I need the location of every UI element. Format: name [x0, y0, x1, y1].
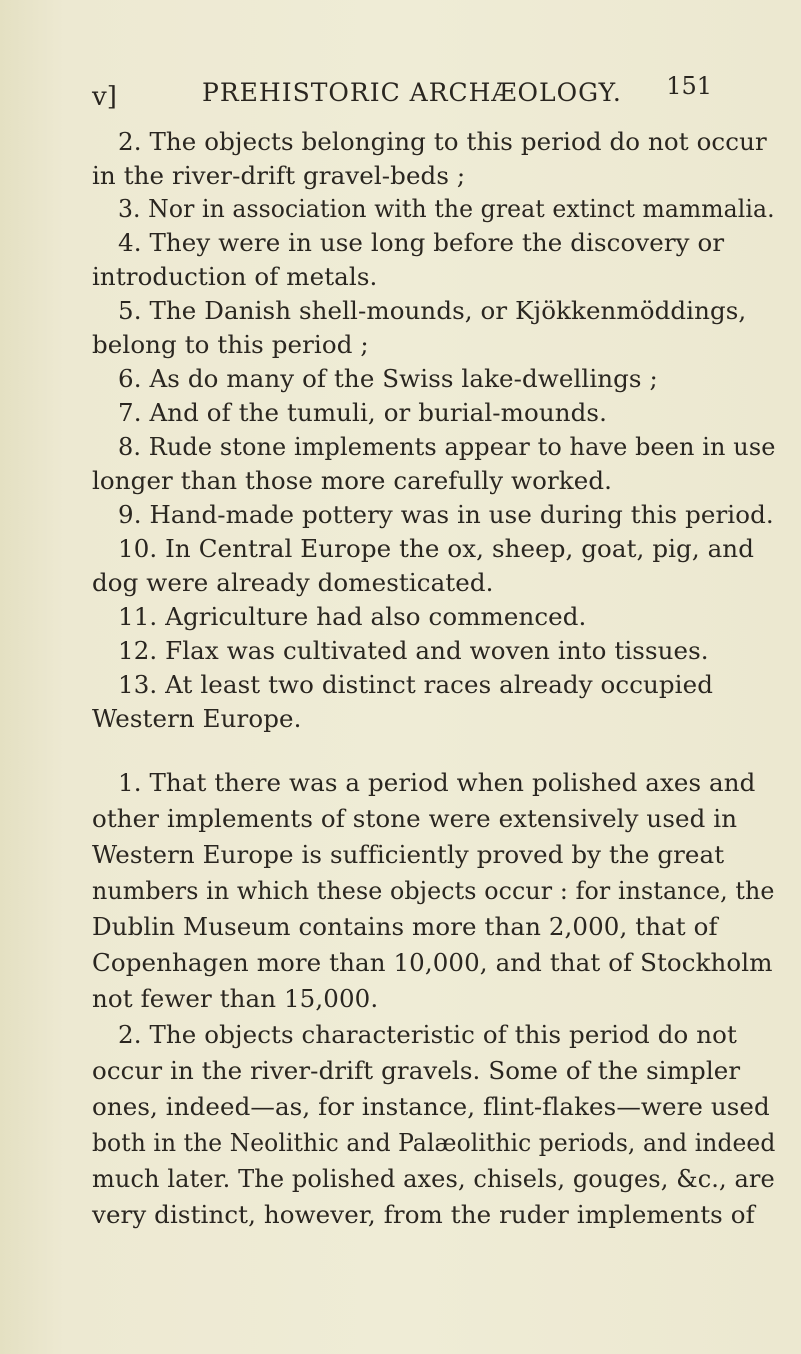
text-line: 5. The Danish shell-mounds, or Kjökkenmöddings,: [118, 296, 747, 325]
page-number: 151: [666, 72, 712, 100]
text-line: other implements of stone were extensively used in: [92, 804, 738, 833]
text-line: 9. Hand-made pottery was in use during this period.: [118, 500, 774, 529]
text-line: occur in the river-drift gravels. Some of the simpler: [92, 1056, 741, 1085]
chapter-marker: v]: [92, 82, 117, 112]
text-line: 3. Nor in association with the great extinct mammalia.: [118, 194, 775, 223]
text-line: numbers in which these objects occur : for instance, the: [92, 876, 775, 905]
text-line: Western Europe is sufficiently proved by the great: [92, 840, 725, 869]
text-line: 7. And of the tumuli, or burial-mounds.: [118, 398, 607, 427]
text-line: much later. The polished axes, chisels, gouges, &c., are: [92, 1164, 775, 1193]
text-line: dog were already domesticated.: [92, 568, 494, 597]
text-line: Western Europe.: [92, 704, 302, 733]
text-line: 2. The objects belonging to this period do not occur: [118, 127, 767, 156]
text-line: not fewer than 15,000.: [92, 984, 379, 1013]
text-line: 13. At least two distinct races already occupied: [118, 670, 714, 699]
text-line: longer than those more carefully worked.: [92, 466, 612, 495]
text-line: Copenhagen more than 10,000, and that of Stockholm: [92, 948, 773, 977]
text-line: 11. Agriculture had also commenced.: [118, 602, 587, 631]
text-line: 12. Flax was cultivated and woven into tissues.: [118, 636, 709, 665]
text-line: 2. The objects characteristic of this period do not: [118, 1020, 737, 1049]
text-line: 1. That there was a period when polished axes and: [118, 768, 756, 797]
text-line: introduction of metals.: [92, 262, 378, 291]
text-line: very distinct, however, from the ruder implements of: [92, 1200, 755, 1229]
running-title: PREHISTORIC ARCHÆOLOGY.: [202, 78, 622, 107]
running-header: [92, 72, 712, 118]
text-line: belong to this period ;: [92, 330, 369, 359]
text-line: in the river-drift gravel-beds ;: [92, 161, 466, 190]
text-line: both in the Neolithic and Palæolithic periods, and indeed: [92, 1128, 776, 1157]
text-line: 4. They were in use long before the discovery or: [118, 228, 725, 257]
text-line: ones, indeed—as, for instance, flint-flakes—were used: [92, 1092, 770, 1121]
text-line: Dublin Museum contains more than 2,000, that of: [92, 912, 718, 941]
text-line: 10. In Central Europe the ox, sheep, goat, pig, and: [118, 534, 754, 563]
text-line: 8. Rude stone implements appear to have been in use: [118, 432, 776, 461]
text-line: 6. As do many of the Swiss lake-dwellings ;: [118, 364, 658, 393]
